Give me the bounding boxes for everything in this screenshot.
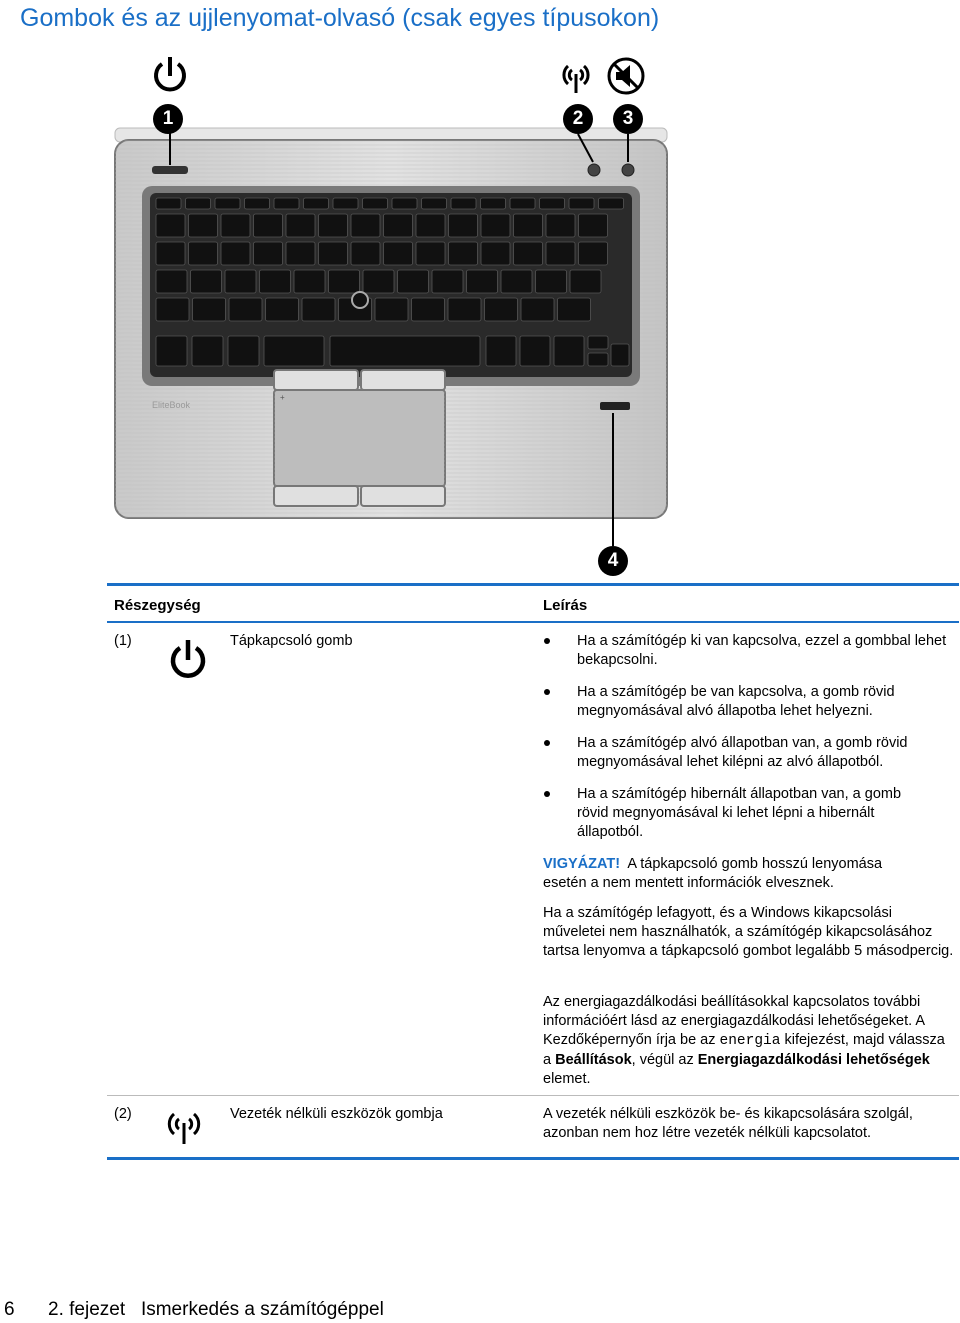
keyboard-key xyxy=(579,242,608,265)
para2-power-options-bold: Energiagazdálkodási lehetőségek xyxy=(697,1052,930,1068)
wireless-icon xyxy=(164,1106,204,1146)
keyboard-key xyxy=(392,198,417,209)
para2-settings-bold: Beállítások xyxy=(555,1052,632,1068)
keyboard-key xyxy=(264,336,324,366)
keyboard-key xyxy=(554,336,584,366)
keyboard-key xyxy=(363,198,388,209)
keyboard-key xyxy=(245,198,270,209)
keyboard-key xyxy=(156,270,187,293)
keyboard-key xyxy=(260,270,291,293)
keyboard-key xyxy=(579,214,608,237)
keyboard-key xyxy=(569,198,594,209)
row1-bullet-2: Ha a számítógép be van kapcsolva, a gomb rövid megnyomásával alvó állapotba lehet helyezni. xyxy=(577,684,895,719)
keyboard-key xyxy=(254,242,283,265)
keyboard-key xyxy=(416,214,445,237)
para2-text-4: elemet. xyxy=(543,1071,591,1087)
keyboard-key xyxy=(191,270,222,293)
row1-paragraph-1: Ha a számítógép lefagyott, és a Windows kikapcsolási műveletei nem használhatók, a számítógép kikapcsolásához tartsa lenyomva a tápkapcsoló gombot legalább 5 másodpercig. xyxy=(543,905,954,959)
keyboard-key xyxy=(319,214,348,237)
keyboard-key xyxy=(467,270,498,293)
wireless-icon xyxy=(556,56,596,96)
keyboard-key xyxy=(228,336,259,366)
svg-text:+: + xyxy=(280,393,285,402)
callout-number-2: 2 xyxy=(563,104,593,134)
mute-icon xyxy=(606,56,646,96)
keyboard-key xyxy=(156,298,189,321)
keyboard-key xyxy=(514,242,543,265)
row-divider xyxy=(107,1095,959,1096)
keyboard-key xyxy=(416,242,445,265)
header-rule xyxy=(107,621,959,623)
keyboard-key xyxy=(319,242,348,265)
keyboard-key xyxy=(510,198,535,209)
page-title: Gombok és az ujjlenyomat-olvasó (csak egyes típusokon) xyxy=(20,4,660,32)
para2-code: energia xyxy=(719,1033,781,1049)
keyboard-key xyxy=(221,242,250,265)
keyboard-key xyxy=(156,214,185,237)
row1-paragraph-2 xyxy=(543,993,955,1089)
keyboard-key xyxy=(221,214,250,237)
keyboard-key xyxy=(384,214,413,237)
brand-label: EliteBook xyxy=(152,400,191,410)
keyboard-key xyxy=(274,198,299,209)
para2-text-2: kifejezést, majd válassza a xyxy=(543,1032,945,1068)
row1-bullet-3: Ha a számítógép alvó állapotban van, a gomb rövid megnyomásával lehet kilépni az alvó állapotból. xyxy=(577,735,908,770)
keyboard-key xyxy=(588,353,608,366)
caution-label: VIGYÁZAT! xyxy=(543,856,621,872)
keyboard-key xyxy=(514,214,543,237)
keyboard-key xyxy=(225,270,256,293)
keyboard-key xyxy=(189,214,218,237)
table-top-rule xyxy=(107,583,959,586)
callout-number-1: 1 xyxy=(153,104,183,134)
keyboard-key xyxy=(481,214,510,237)
callout-number-4: 4 xyxy=(598,546,628,576)
keyboard-key xyxy=(546,242,575,265)
keyboard-key xyxy=(486,336,516,366)
para2-text-3: , végül az xyxy=(631,1052,698,1068)
keyboard-key xyxy=(351,242,380,265)
chapter-title: 2. fejezet Ismerkedés a számítógéppel xyxy=(48,1299,384,1320)
keyboard-key xyxy=(375,298,408,321)
keyboard-key xyxy=(266,298,299,321)
power-icon xyxy=(148,54,192,98)
keyboard-key xyxy=(192,336,223,366)
keyboard-key xyxy=(451,198,476,209)
keyboard-key xyxy=(333,198,358,209)
keyboard-key xyxy=(588,336,608,349)
row1-bullet-1: Ha a számítógép ki van kapcsolva, ezzel a gombbal lehet bekapcsolni. xyxy=(577,633,947,668)
header-description: Leírás xyxy=(543,597,588,614)
para2-text-1: Az energiagazdálkodási beállításokkal kapcsolatos további információért lásd az energiagazdálkodási lehetőségeket. A Kezdőképernyőn írja be az xyxy=(543,994,925,1048)
row1-component-name: Tápkapcsoló gomb xyxy=(230,633,353,649)
keyboard-key xyxy=(485,298,518,321)
keyboard-key xyxy=(521,298,554,321)
power-icon xyxy=(166,638,210,682)
keyboard-key xyxy=(363,270,394,293)
row2-component-name: Vezeték nélküli eszközök gombja xyxy=(230,1106,443,1122)
keyboard-key xyxy=(449,214,478,237)
keyboard-key xyxy=(193,298,226,321)
keyboard-key xyxy=(186,198,211,209)
row1-caution xyxy=(543,855,923,893)
bullet-dot xyxy=(544,791,550,797)
keyboard-key xyxy=(546,214,575,237)
keyboard-key xyxy=(329,270,360,293)
keyboard-key xyxy=(156,242,185,265)
caution-text: A tápkapcsoló gomb hosszú lenyomása esetén a nem mentett információk elvesznek. xyxy=(543,856,883,891)
keyboard-key xyxy=(501,270,532,293)
keyboard-key xyxy=(286,242,315,265)
keyboard-key xyxy=(449,242,478,265)
keyboard-key xyxy=(540,198,565,209)
row1-number: (1) xyxy=(114,633,132,649)
keyboard-key xyxy=(481,198,506,209)
bullet-dot xyxy=(544,689,550,695)
keyboard-key xyxy=(189,242,218,265)
bullet-dot xyxy=(544,740,550,746)
keyboard-key xyxy=(304,198,329,209)
keyboard-key xyxy=(215,198,240,209)
laptop-keyboard-drawing xyxy=(100,48,700,583)
keyboard-key xyxy=(448,298,481,321)
keyboard-key xyxy=(520,336,550,366)
keyboard-key xyxy=(294,270,325,293)
keyboard-key xyxy=(599,198,624,209)
keyboard-key xyxy=(558,298,591,321)
laptop-illustration xyxy=(100,48,700,583)
table-bottom-rule xyxy=(107,1157,959,1160)
keyboard-key xyxy=(536,270,567,293)
row2-description: A vezeték nélküli eszközök be- és kikapcsolására szolgál, azonban nem hoz létre vezeték nélküli kapcsolatot. xyxy=(543,1106,913,1141)
keyboard-key xyxy=(398,270,429,293)
keyboard-key xyxy=(254,214,283,237)
keyboard-key xyxy=(229,298,262,321)
keyboard-key xyxy=(481,242,510,265)
keyboard-key xyxy=(351,214,380,237)
page-number: 6 xyxy=(4,1299,15,1320)
keyboard-key xyxy=(286,214,315,237)
keyboard-key xyxy=(412,298,445,321)
keyboard-key xyxy=(384,242,413,265)
callout-number-3: 3 xyxy=(613,104,643,134)
keyboard-key xyxy=(570,270,601,293)
row2-number: (2) xyxy=(114,1106,132,1122)
keyboard-key xyxy=(422,198,447,209)
keyboard-key xyxy=(156,336,187,366)
header-component: Részegység xyxy=(114,597,201,614)
keyboard-key xyxy=(302,298,335,321)
keyboard-key xyxy=(611,344,629,366)
keyboard-key xyxy=(330,336,480,366)
row1-bullet-4: Ha a számítógép hibernált állapotban van, a gomb rövid megnyomásával ki lehet lépni a hibernált állapotból. xyxy=(577,786,902,840)
keyboard-key xyxy=(432,270,463,293)
keyboard-key xyxy=(156,198,181,209)
bullet-dot xyxy=(544,638,550,644)
